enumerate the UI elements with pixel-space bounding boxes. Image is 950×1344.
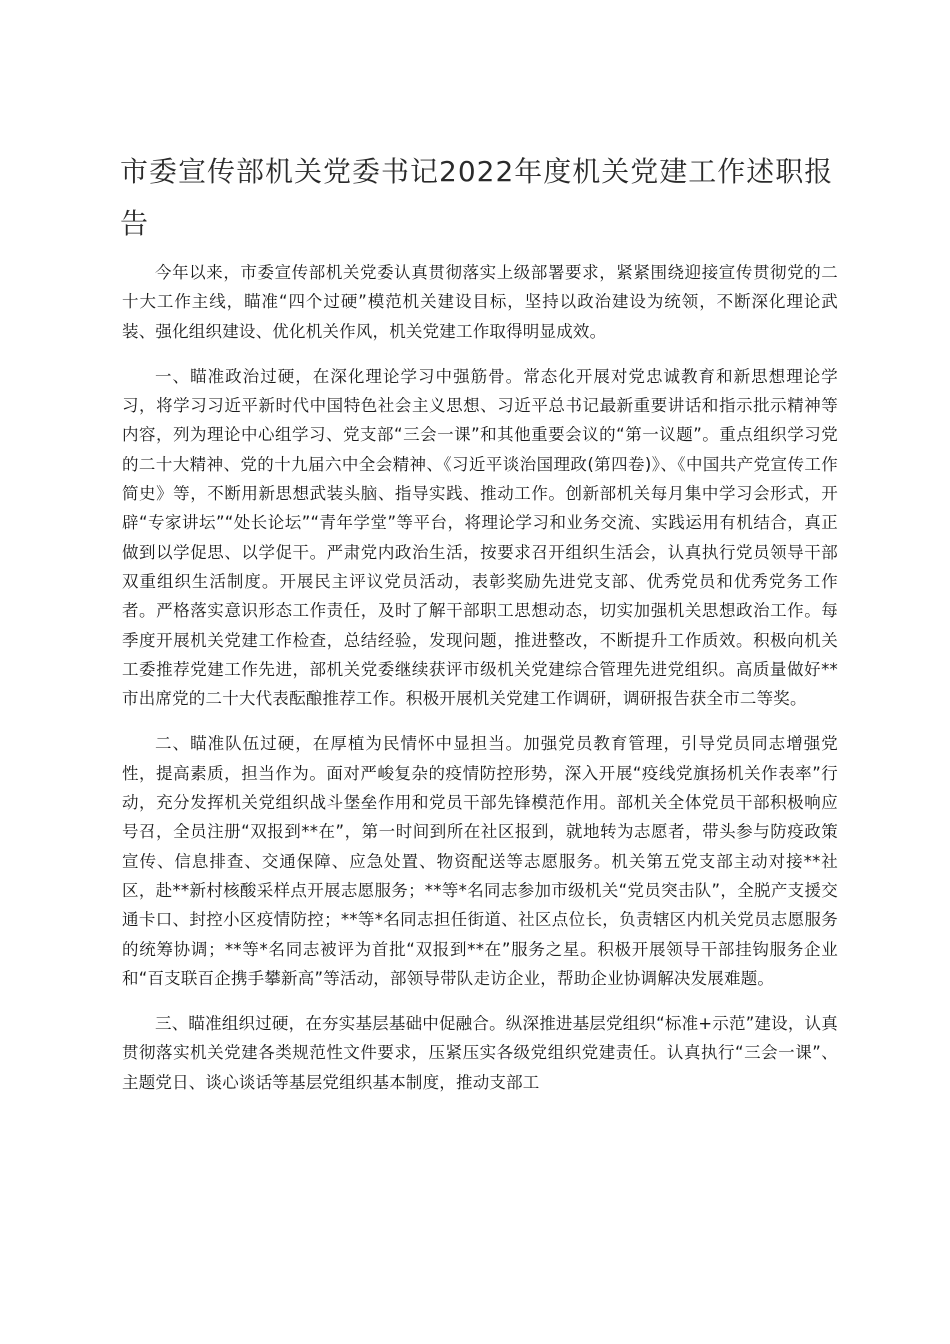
document-body xyxy=(122,258,838,1113)
paragraph-intro: 今年以来，市委宣传部机关党委认真贯彻落实上级部署要求，紧紧围绕迎接宣传贯彻党的二十大工作主线，瞄准“四个过硬”模范机关建设目标，坚持以政治建设为统领，不断深化理论武装、强化组织建设、优化机关作风，机关党建工作取得明显成效。 xyxy=(122,263,838,341)
document-title: 市委宣传部机关党委书记2022年度机关党建工作述职报告 xyxy=(120,155,834,240)
paragraph-section-2: 二、瞄准队伍过硬，在厚植为民情怀中显担当。加强党员教育管理，引导党员同志增强党性，提高素质，担当作为。面对严峻复杂的疫情防控形势，深入开展“疫线党旗扬机关作表率”行动，充分发挥机关党组织战斗堡垒作用和党员干部先锋模范作用。部机关全体党员干部积极响应号召，全员注册“双报到**在”，第一时间到所在社区报到，就地转为志愿者，带头参与防疫政策宣传、信息排查、交通保障、应急处置、物资配送等志愿服务。机关第五党支部主动对接**社区，赴**新村核酸采样点开展志愿服务；**等*名同志参加市级机关“党员突击队”，全脱产支援交通卡口、封控小区疫情防控；**等*名同志担任街道、社区点位长，负责辖区内机关党员志愿服务的统筹协调；**等*名同志被评为首批“双报到**在”服务之星。积极开展领导干部挂钩服务企业和“百支联百企携手攀新高”等活动，部领导带队走访企业，帮助企业协调解决发展难题。 xyxy=(122,734,838,988)
paragraph-section-3: 三、瞄准组织过硬，在夯实基层基础中促融合。纵深推进基层党组织“标准+示范”建设，认真贯彻落实机关党建各类规范性文件要求，压紧压实各级党组织党建责任。认真执行“三会一课”、主题党日、谈心谈话等基层党组织基本制度，推动支部工 xyxy=(122,1014,838,1092)
paragraph-section-1: 一、瞄准政治过硬，在深化理论学习中强筋骨。常态化开展对党忠诚教育和新思想理论学习，将学习习近平新时代中国特色社会主义思想、习近平总书记最新重要讲话和指示批示精神等内容，列为理论中心组学习、党支部“三会一课”和其他重要会议的“第一议题”。重点组织学习党的二十大精神、党的十九届六中全会精神、《习近平谈治国理政(第四卷)》、《中国共产党宣传工作简史》等，不断用新思想武装头脑、指导实践、推动工作。创新部机关每月集中学习会形式，开辟“专家讲坛”“处长论坛”“青年学堂”等平台，将理论学习和业务交流、实践运用有机结合，真正做到以学促思、以学促干。严肃党内政治生活，按要求召开组织生活会，认真执行党员领导干部双重组织生活制度。开展民主评议党员活动，表彰奖励先进党支部、优秀党员和优秀党务工作者。严格落实意识形态工作责任，及时了解干部职工思想动态，切实加强机关思想政治工作。每季度开展机关党建工作检查，总结经验，发现问题，推进整改，不断提升工作质效。积极向机关工委推荐党建工作先进，部机关党委继续获评市级机关党建综合管理先进党组织。高质量做好**市出席党的二十大代表酝酿推荐工作。积极开展机关党建工作调研，调研报告获全市二等奖。 xyxy=(122,366,838,709)
